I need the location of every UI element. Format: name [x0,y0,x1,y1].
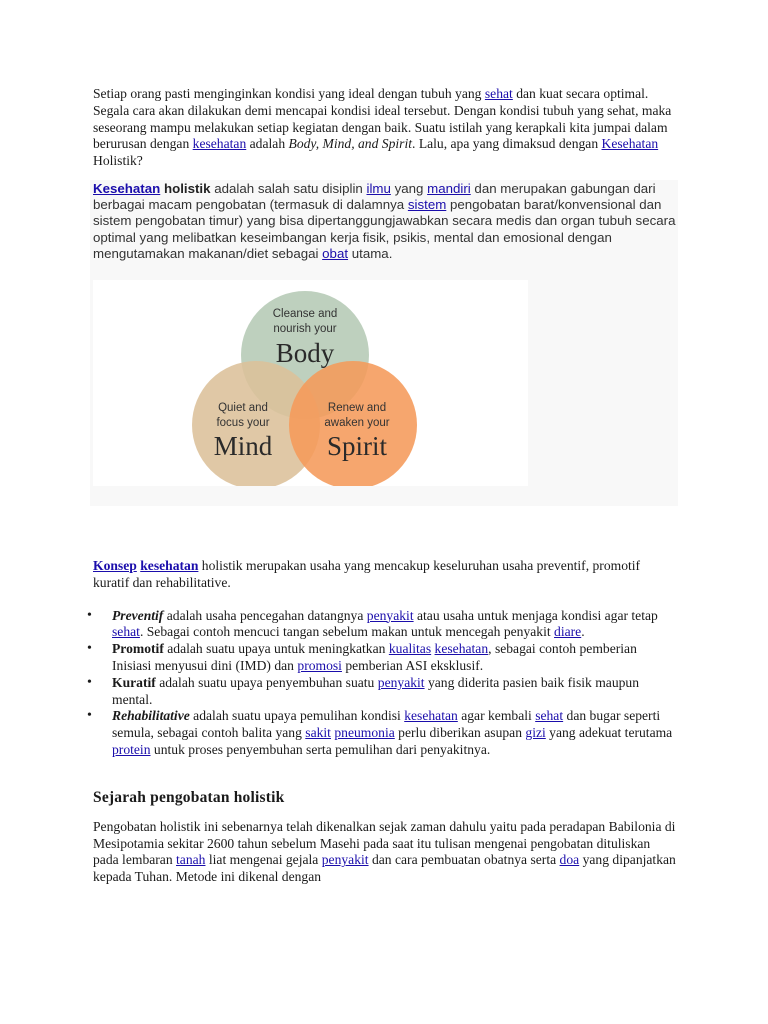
link-kesehatan-konsep[interactable]: kesehatan [140,558,199,573]
link-obat[interactable]: obat [322,245,349,261]
intro-paragraph: Setiap orang pasti menginginkan kondisi yang ideal dengan tubuh yang sehat dan kuat secara optimal. Segala cara akan dilakukan demi mencapai kondisi ideal tersebut. Dengan kondisi tubuh yang sehat, maka seseorang mampu melakukan setiap kegiatan dengan baik. Suatu istilah yang kerapkali kita jumpai dalam berurusan dengan kesehatan adalah Body, Mind, and Spirit. Lalu, apa yang dimaksud dengan Kesehatan Holistik? [93,86,672,169]
link-promosi[interactable]: promosi [297,657,342,673]
list-item-kuratif: • Kuratif adalah suatu upaya penyembuhan suatu penyakit yang diderita pasien baik fisik maupun mental. [93,675,678,709]
definition-paragraph: Kesehatan holistik adalah salah satu disiplin ilmu yang mandiri dan merupakan gabungan dari berbagai macam pengobatan (termasuk di dalamnya sistem pengobatan barat/konvensional dan sistem pengobatan timur) yang bisa dipertanggungjawabkan secara medis dan organ tubuh secara optimal yang melibatkan keseimbangan kerja fisik, psikis, mental dan emosional dengan mengutamakan makanan/diet sebagai obat utama. [93,180,676,261]
link-sehat-preventif[interactable]: sehat [112,624,140,640]
link-kesehatan-bold[interactable]: Kesehatan [93,180,161,196]
spirit-line2: awaken your [324,417,390,429]
link-sehat[interactable]: sehat [484,86,513,101]
body-line1: Cleanse and [272,308,338,320]
bullet-list [93,608,678,759]
konsep-paragraph: Konsep kesehatan holistik merupakan usaha yang mencakup keseluruhan usaha preventif, promotif kuratif dan rehabilitative. [93,558,641,590]
mind-word: Mind [213,431,273,461]
section-heading-sejarah: Sejarah pengobatan holistik [93,788,285,806]
link-diare[interactable]: diare [554,624,582,640]
link-kualitas[interactable]: kualitas [388,641,432,657]
venn-diagram [93,280,528,486]
link-tanah[interactable]: tanah [176,852,206,868]
document-page [93,86,678,886]
link-penyakit[interactable]: penyakit [366,607,414,623]
link-sakit[interactable]: sakit [305,725,331,741]
link-sehat-rehab[interactable]: sehat [535,708,564,724]
spirit-word: Spirit [326,431,388,461]
link-kesehatan[interactable]: kesehatan [192,136,247,152]
link-ilmu[interactable]: ilmu [366,180,391,196]
spirit-line1: Renew and [327,402,387,414]
list-item-rehabilitative: • Rehabilitative adalah suatu upaya pemulihan kondisi kesehatan agar kembali sehat dan bugar seperti semula, sebagai contoh balita yang sakit pneumonia perlu diberikan asupan gizi yang adekuat terutama protein untuk proses penyembuhan serta pemulihan dari penyakitnya. [93,708,678,758]
body-line2: nourish your [273,323,337,335]
sejarah-paragraph: Pengobatan holistik ini sebenarnya telah dikenalkan sejak zaman dahulu yaitu pada peradapan Babilonia di Mesipotamia sekitar 2600 tahun sebelum Masehi pada saat itu tulisan mengenai pengobatan dituliskan pada lembaran tanah liat mengenai gejala penyakit dan cara pembuatan obatnya serta doa yang dipanjatkan kepada Tuhan. Metode ini dikenal dengan [93,818,676,885]
link-konsep[interactable]: Konsep [93,558,137,573]
list-item-promotif: • Promotif adalah suatu upaya untuk meningkatkan kualitas kesehatan, sebagai contoh pemberian Inisiasi menyusui dini (IMD) dan promosi pemberian ASI eksklusif. [93,641,678,675]
link-kesehatan-rehab[interactable]: kesehatan [404,708,458,724]
definition-box [90,180,678,506]
body-word: Body [275,338,335,368]
venn-svg [93,280,528,486]
link-gizi[interactable]: gizi [525,725,546,741]
link-sistem[interactable]: sistem [407,197,447,213]
mind-line1: Quiet and [218,402,268,414]
mind-line2: focus your [216,417,270,429]
link-penyakit-kuratif[interactable]: penyakit [377,674,425,690]
link-kesehatan-promotif[interactable]: kesehatan [434,641,489,657]
link-kesehatan-holistik[interactable]: Kesehatan [601,136,659,152]
list-item-preventif: • Preventif adalah usaha pencegahan datangnya penyakit atau usaha untuk menjaga kondisi agar tetap sehat. Sebagai contoh mencuci tangan sebelum makan untuk mencegah penyakit diare. [93,608,678,642]
link-doa[interactable]: doa [559,852,580,868]
link-mandiri[interactable]: mandiri [427,180,471,196]
link-penyakit-sejarah[interactable]: penyakit [321,852,369,868]
link-protein[interactable]: protein [112,741,151,757]
link-pneumonia[interactable]: pneumonia [334,725,395,741]
